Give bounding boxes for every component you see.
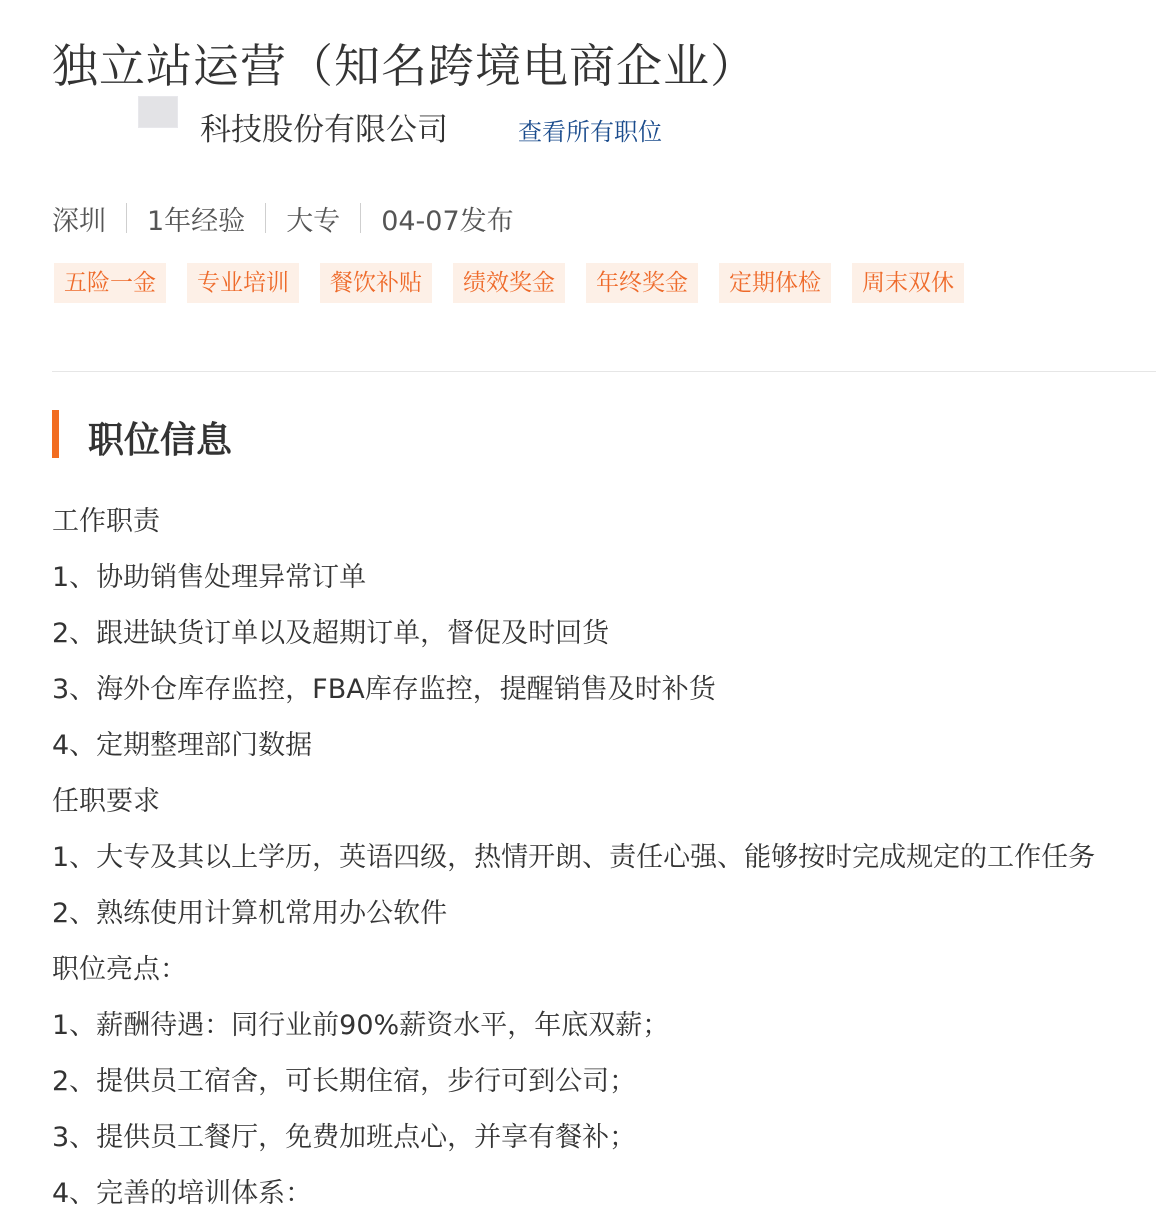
job-title: 独立站运营（知名跨境电商企业）	[52, 39, 757, 93]
meta-location: 深圳	[52, 205, 106, 237]
welfare-tag: 绩效奖金	[453, 263, 565, 303]
welfare-tag: 五险一金	[54, 263, 166, 303]
description-line: 1、协助销售处理异常订单	[52, 562, 367, 593]
welfare-tag: 定期体检	[719, 263, 831, 303]
section-title: 职位信息	[88, 420, 233, 461]
meta-experience: 1年经验	[147, 205, 246, 237]
description-line: 4、完善的培训体系：	[52, 1178, 313, 1209]
description-line: 2、熟练使用计算机常用办公软件	[52, 898, 448, 929]
view-all-jobs-link[interactable]: 查看所有职位	[518, 118, 662, 146]
welfare-tag: 年终奖金	[586, 263, 698, 303]
section-accent-bar	[52, 410, 59, 458]
description-line: 4、定期整理部门数据	[52, 730, 313, 761]
welfare-tag: 周末双休	[852, 263, 964, 303]
meta-divider	[265, 203, 266, 233]
job-meta	[52, 198, 514, 238]
company-name[interactable]: 科技股份有限公司	[200, 112, 448, 148]
meta-publish-date: 04-07发布	[381, 205, 514, 237]
meta-education: 大专	[286, 205, 341, 237]
description-heading: 工作职责	[52, 506, 160, 537]
welfare-tag: 专业培训	[187, 263, 299, 303]
welfare-tags	[54, 263, 964, 303]
meta-divider	[360, 203, 361, 233]
description-heading: 职位亮点：	[52, 954, 187, 985]
description-line: 2、提供员工宿舍，可长期住宿，步行可到公司；	[52, 1066, 637, 1097]
description-line: 3、海外仓库存监控，FBA库存监控，提醒销售及时补货	[52, 674, 716, 705]
job-description	[52, 494, 1152, 1222]
description-line: 1、薪酬待遇：同行业前90%薪资水平，年底双薪；	[52, 1010, 670, 1041]
description-line: 2、跟进缺货订单以及超期订单，督促及时回货	[52, 618, 610, 649]
description-heading: 任职要求	[52, 786, 160, 817]
description-line: 3、提供员工餐厅，免费加班点心，并享有餐补；	[52, 1122, 637, 1153]
section-divider	[52, 371, 1156, 372]
meta-divider	[126, 203, 127, 233]
company-row	[138, 96, 1038, 156]
welfare-tag: 餐饮补贴	[320, 263, 432, 303]
description-line: 1、大专及其以上学历，英语四级，热情开朗、责任心强、能够按时完成规定的工作任务	[52, 842, 1096, 873]
company-logo[interactable]	[138, 96, 178, 128]
